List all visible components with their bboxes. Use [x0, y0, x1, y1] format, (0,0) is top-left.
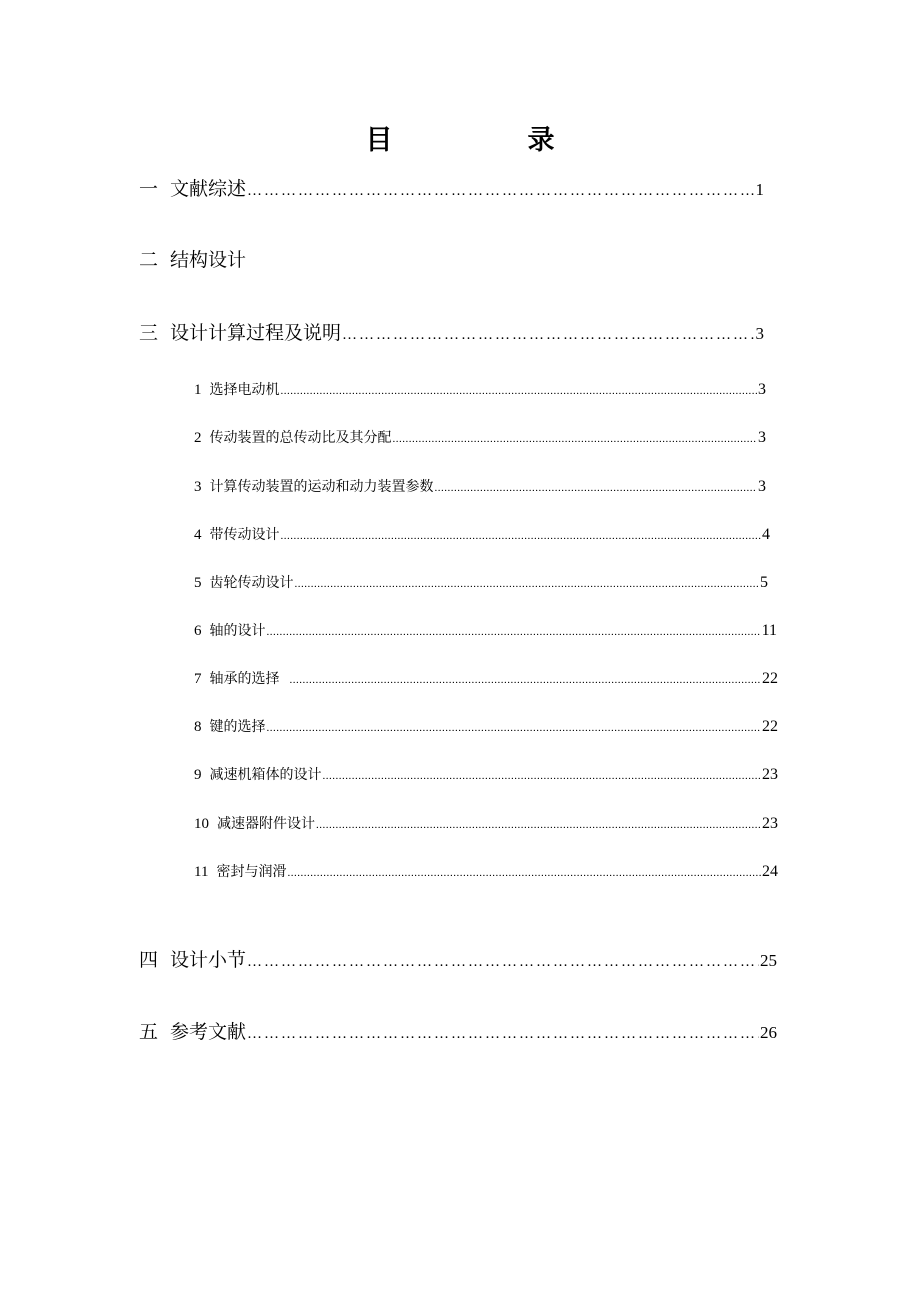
toc-entry-label: 设计小节: [170, 949, 247, 971]
toc-leader-dots: [267, 722, 762, 734]
toc-entry-page: 1: [755, 180, 764, 199]
toc-subentry-9[interactable]: [194, 764, 778, 784]
toc-entry-number: 11: [194, 864, 209, 880]
toc-entry-label: 文献综述: [170, 178, 247, 200]
toc-subentry-7[interactable]: [194, 668, 778, 688]
toc-entry-page: 26: [760, 1023, 777, 1042]
toc-entry-label: 结构设计: [170, 249, 247, 271]
toc-entry-number: 二: [139, 249, 159, 271]
toc-leader-dots: [323, 770, 762, 782]
toc-entry-page: 3: [758, 429, 766, 446]
toc-leader-dots: [287, 867, 761, 879]
toc-leader-dots: [247, 954, 759, 971]
toc-subentry-1[interactable]: [194, 379, 766, 399]
toc-subentry-3[interactable]: [194, 476, 766, 496]
toc-subentry-5[interactable]: [194, 572, 768, 592]
toc-entry-label: 轴的设计: [209, 623, 266, 639]
toc-entry-page: 3: [755, 324, 764, 343]
toc-entry-number: 4: [194, 527, 202, 543]
toc-leader-dots: [342, 327, 754, 344]
toc-entry-number: 三: [139, 322, 159, 344]
toc-subentry-10[interactable]: [194, 813, 778, 833]
toc-entry-page: 25: [760, 951, 777, 970]
toc-entry-page: 4: [762, 526, 770, 543]
toc-subentry-11[interactable]: [194, 861, 778, 881]
toc-entry-number: 五: [139, 1021, 159, 1043]
toc-entry-label: 带传动设计: [209, 527, 280, 543]
toc-entry-page: 3: [758, 381, 766, 398]
toc-entry-references[interactable]: [139, 1017, 777, 1044]
toc-entry-label: 齿轮传动设计: [209, 575, 294, 591]
toc-leader-dots: [247, 183, 754, 200]
toc-entry-number: 1: [194, 382, 202, 398]
toc-entry-page: 24: [762, 863, 778, 880]
toc-entry-number: 一: [139, 178, 159, 200]
toc-entry-number: 5: [194, 575, 202, 591]
toc-entry-label: 减速机箱体的设计: [209, 767, 322, 783]
toc-entry-number: 7: [194, 671, 202, 687]
toc-entry-label: 选择电动机: [209, 382, 280, 398]
toc-leader-dots: [393, 433, 758, 445]
toc-entry-label: 密封与润滑: [216, 864, 287, 880]
toc-leader-dots: [316, 819, 761, 831]
toc-entry-label: 键的选择: [209, 719, 266, 735]
toc-entry-page: 23: [762, 815, 778, 832]
toc-leader-dots: [281, 385, 758, 397]
toc-entry-literature-review[interactable]: [139, 174, 764, 201]
toc-entry-page: 3: [758, 478, 766, 495]
toc-subentry-8[interactable]: [194, 716, 778, 736]
toc-subentry-2[interactable]: [194, 427, 766, 447]
toc-entry-number: 3: [194, 479, 202, 495]
toc-entry-design-summary[interactable]: [139, 945, 777, 972]
toc-entry-page: 11: [761, 622, 777, 639]
toc-subentry-4[interactable]: [194, 524, 770, 544]
toc-leader-dots: [295, 578, 760, 590]
toc-entry-label: 减速器附件设计: [217, 816, 315, 832]
page-title: 目 录: [365, 125, 609, 156]
toc-entry-label: 参考文献: [170, 1021, 247, 1043]
toc-leader-dots: [247, 1026, 759, 1043]
toc-entry-label: 轴承的选择: [209, 671, 280, 687]
toc-entry-page: 22: [762, 670, 778, 687]
toc-entry-number: 四: [139, 949, 159, 971]
toc-entry-page: 5: [760, 574, 768, 591]
toc-entry-label: 传动装置的总传动比及其分配: [209, 430, 392, 446]
toc-subentry-6[interactable]: [194, 620, 777, 640]
toc-entry-number: 8: [194, 719, 202, 735]
toc-leader-dots: [267, 626, 761, 638]
toc-leader-dots: [281, 530, 762, 542]
toc-entry-design-calculation[interactable]: [139, 318, 764, 345]
toc-entry-label: 设计计算过程及说明: [170, 322, 342, 344]
toc-entry-page: 22: [762, 718, 778, 735]
toc-leader-dots: [435, 482, 758, 494]
toc-leader-dots: [290, 674, 762, 686]
toc-entry-label: 计算传动装置的运动和动力装置参数: [209, 479, 434, 495]
toc-entry-structure-design[interactable]: [139, 245, 764, 272]
toc-entry-number: 9: [194, 767, 202, 783]
toc-entry-number: 2: [194, 430, 202, 446]
toc-entry-number: 6: [194, 623, 202, 639]
toc-entry-number: 10: [194, 816, 209, 832]
toc-entry-page: 23: [762, 766, 778, 783]
